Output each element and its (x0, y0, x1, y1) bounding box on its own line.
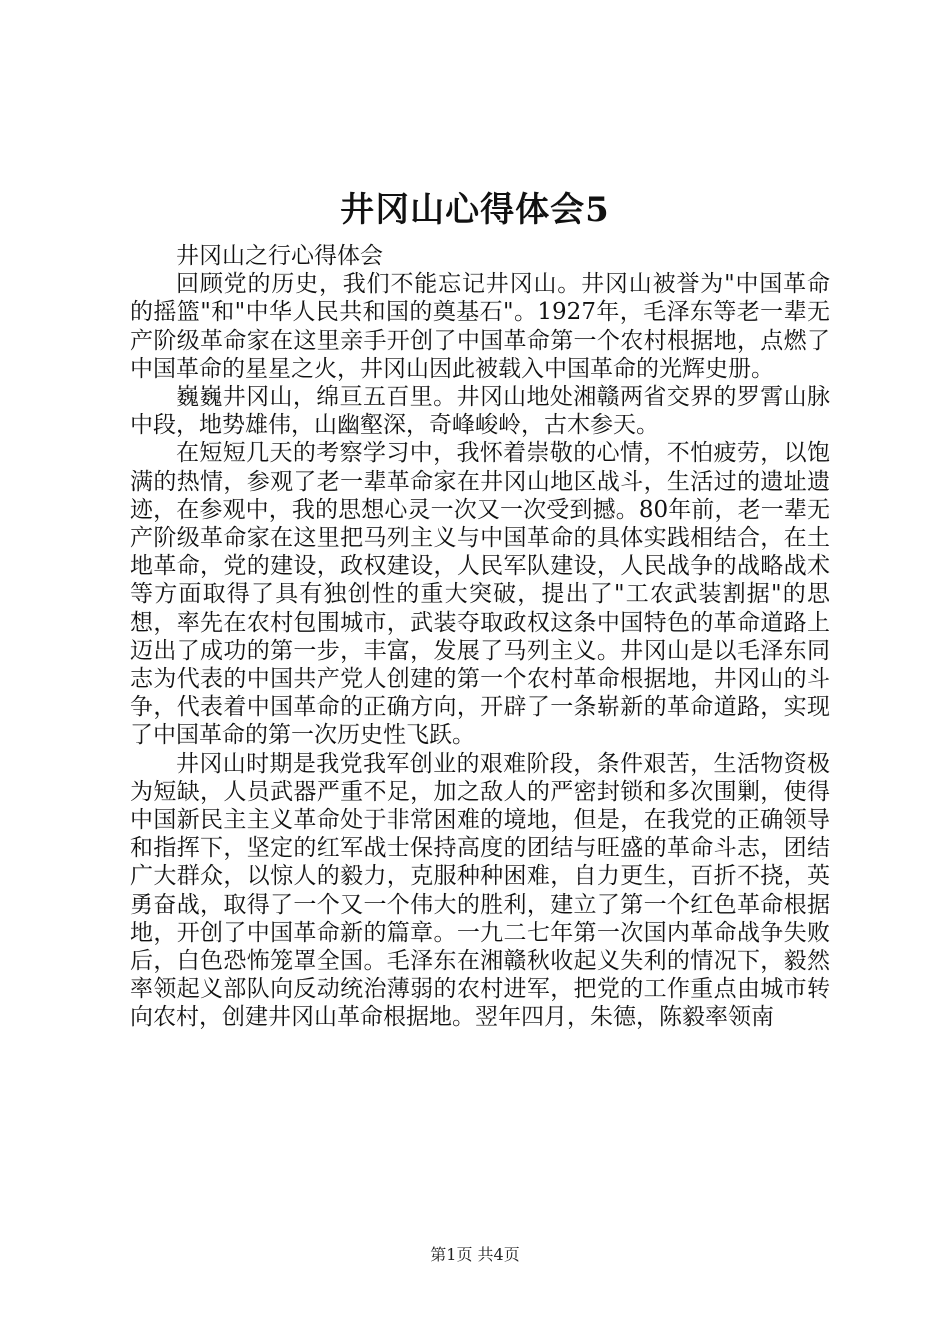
paragraph-4: 井冈山时期是我党我军创业的艰难阶段，条件艰苦，生活物资极为短缺，人员武器严重不足，加之敌人的严密封锁和多次围剿，使得中国新民主主义革命处于非常困难的境地，但是，在我党的正确领导和指挥下，坚定的红军战士保持高度的团结与旺盛的革命斗志，团结广大群众，以惊人的毅力，克服种种困难，自力更生，百折不挠，英勇奋战，取得了一个又一个伟大的胜利，建立了第一个红色革命根据地，开创了中国革命新的篇章。一九二七年第一次国内革命战争失败后，白色恐怖笼罩全国。毛泽东在湘赣秋收起义失利的情况下，毅然率领起义部队向反动统治薄弱的农村进军，把党的工作重点由城市转向农村，创建井冈山革命根据地。翌年四月，朱德，陈毅率领南 (130, 750, 830, 1031)
document-title: 井冈山心得体会5 (340, 190, 610, 230)
paragraph-2: 巍巍井冈山，绵亘五百里。井冈山地处湘赣两省交界的罗霄山脉中段，地势雄伟，山幽壑深，奇峰峻岭，古木参天。 (130, 384, 830, 439)
paragraph-1: 回顾党的历史，我们不能忘记井冈山。井冈山被誉为"中国革命的摇篮"和"中华人民共和国的奠基石"。1927年，毛泽东等老一辈无产阶级革命家在这里亲手开创了中国革命第一个农村根据地，点燃了中国革命的星星之火，井冈山因此被载入中国革命的光辉史册。 (130, 271, 830, 382)
paragraph-subtitle: 井冈山之行心得体会 (176, 243, 383, 269)
document-body (130, 242, 830, 1032)
paragraph-3: 在短短几天的考察学习中，我怀着崇敬的心情，不怕疲劳，以饱满的热情，参观了老一辈革命家在井冈山地区战斗，生活过的遗址遗迹，在参观中，我的思想心灵一次又一次受到撼。80年前，老一辈无产阶级革命家在这里把马列主义与中国革命的具体实践相结合，在土地革命，党的建设，政权建设，人民军队建设，人民战争的战略战术等方面取得了具有独创性的重大突破，提出了"工农武装割据"的思想，率先在农村包围城市，武装夺取政权这条中国特色的革命道路上迈出了成功的第一步，丰富，发展了马列主义。井冈山是以毛泽东同志为代表的中国共产党人创建的第一个农村革命根据地，井冈山的斗争，代表着中国革命的正确方向，开辟了一条崭新的革命道路，实现了中国革命的第一次历史性飞跃。 (130, 440, 830, 749)
page-number-footer: 第1页 共4页 (430, 1245, 520, 1264)
